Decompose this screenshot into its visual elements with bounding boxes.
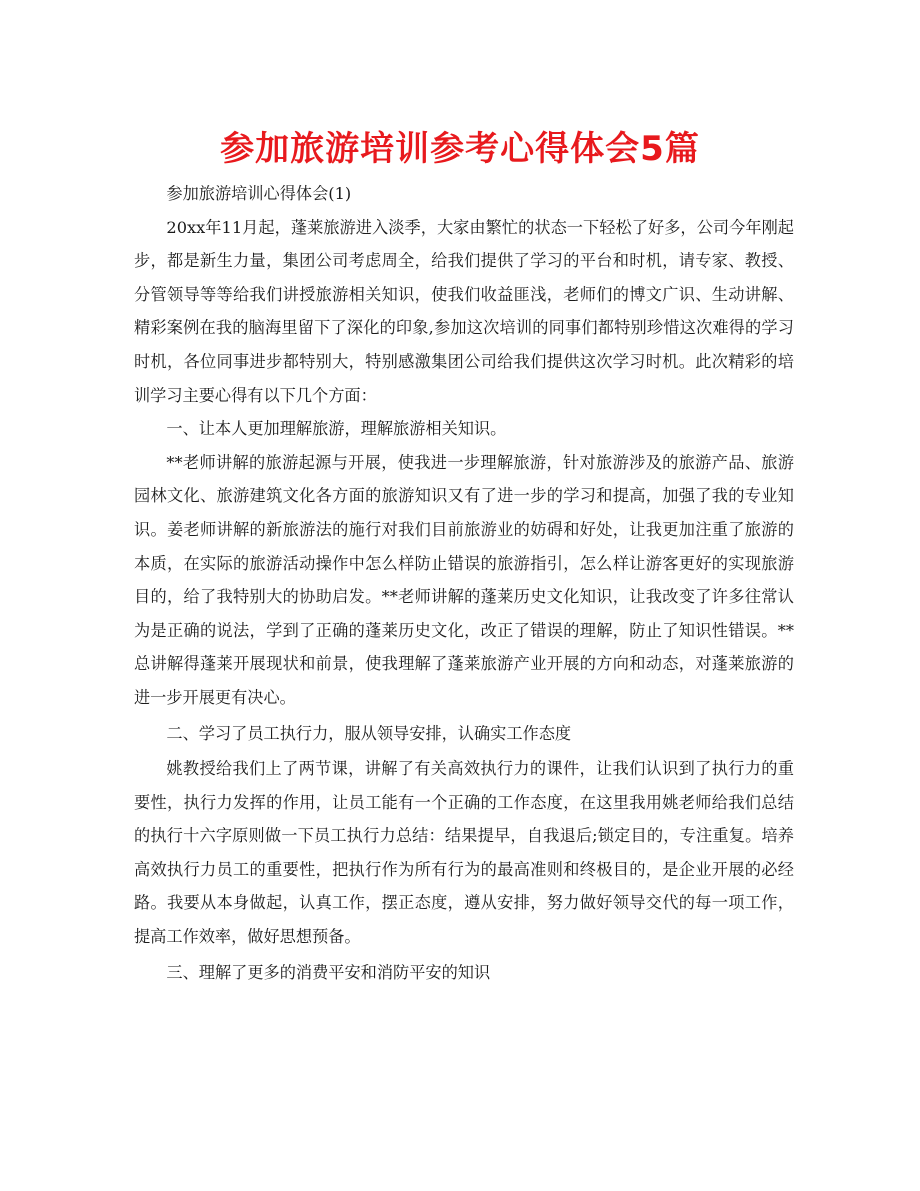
section-heading-1: 参加旅游培训心得体会(1) bbox=[166, 184, 352, 203]
subheading-1: 一、让本人更加理解旅游，理解旅游相关知识。 bbox=[166, 419, 507, 439]
body-paragraph: 姚教授给我们上了两节课，讲解了有关高效执行力的课件，让我们认识到了执行力的重要性，执行力发挥的作用，让员工能有一个正确的工作态度，在这里我用姚老师给我们总结的执行十六字原则做一下员工执行力总结：结果提早，自我退后;锁定目的，专注重复。培养高效执行力员工的重要性，把执行作为所有行为的最高准则和终极目的，是企业开展的必经路。我要从本身做起，认真工作，摆正态度，遵从安排，努力做好领导交代的每一项工作，提高工作效率，做好思想预备。 bbox=[134, 759, 794, 947]
document-body bbox=[134, 177, 794, 989]
body-paragraph: 20xx年11月起，蓬莱旅游进入淡季，大家由繁忙的状态一下轻松了好多，公司今年刚起步，都是新生力量，集团公司考虑周全，给我们提供了学习的平台和时机，请专家、教授、分管领导等等给我们讲授旅游相关知识，使我们收益匪浅，老师们的博文广识、生动讲解、精彩案例在我的脑海里留下了深化的印象,参加这次培训的同事们都特别珍惜这次难得的学习时机，各位同事进步都特别大，特别感激集团公司给我们提供这次学习时机。此次精彩的培训学习主要心得有以下几个方面： bbox=[134, 217, 794, 405]
subheading-3: 三、理解了更多的消费平安和消防平安的知识 bbox=[166, 962, 491, 982]
body-paragraph: **老师讲解的旅游起源与开展，使我进一步理解旅游，针对旅游涉及的旅游产品、旅游园林文化、旅游建筑文化各方面的旅游知识又有了进一步的学习和提高，加强了我的专业知识。姜老师讲解的新旅游法的施行对我们目前旅游业的妨碍和好处，让我更加注重了旅游的本质，在实际的旅游活动操作中怎么样防止错误的旅游指引，怎么样让游客更好的实现旅游目的，给了我特别大的协助启发。**老师讲解的蓬莱历史文化知识，让我改变了许多往常认为是正确的说法，学到了正确的蓬莱历史文化，改正了错误的理解，防止了知识性错误。**总讲解得蓬莱开展现状和前景，使我理解了蓬莱旅游产业开展的方向和动态，对蓬莱旅游的进一步开展更有决心。 bbox=[134, 452, 794, 707]
document-title: 参加旅游培训参考心得体会5篇 bbox=[220, 129, 700, 169]
subheading-2: 二、学习了员工执行力，服从领导安排，认确实工作态度 bbox=[166, 723, 572, 743]
